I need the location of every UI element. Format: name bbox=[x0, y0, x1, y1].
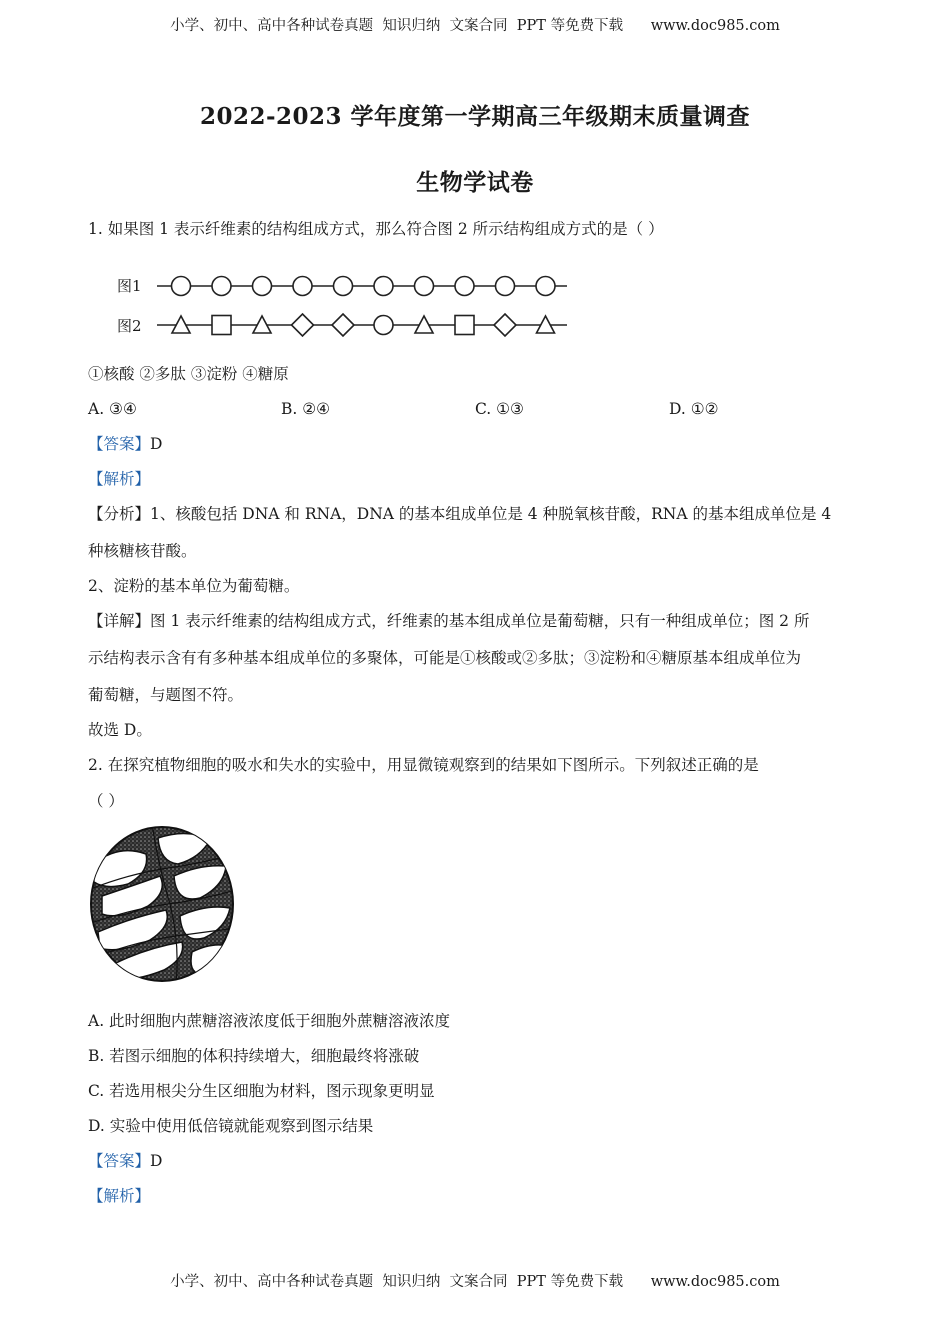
monomer-circle bbox=[496, 277, 515, 296]
exam-subtitle: 生物学试卷 bbox=[416, 169, 534, 196]
monomer-diamond bbox=[494, 314, 516, 336]
analysis-tag: 【解析】 bbox=[88, 470, 151, 488]
q1-option-d: D. ①② bbox=[669, 400, 719, 418]
q1-fenxi-line-3: 2、淀粉的基本单位为葡萄糖。 bbox=[88, 577, 300, 595]
q2-stem-line-2: （ ） bbox=[88, 792, 124, 810]
page-header: 小学、初中、高中各种试卷真题 知识归纳 文案合同 PPT 等免费下载 www.doc985.com bbox=[170, 18, 780, 34]
fenxi-tag: 【分析】 bbox=[88, 505, 151, 523]
monomer-circle bbox=[536, 277, 555, 296]
q2-option-a: A. 此时细胞内蔗糖溶液浓度低于细胞外蔗糖溶液浓度 bbox=[88, 1012, 451, 1030]
answer-value: D bbox=[150, 1152, 163, 1170]
xiangjie-tag: 【详解】 bbox=[88, 612, 151, 630]
monomer-circle bbox=[212, 277, 231, 296]
q1-xiangjie-line-3: 葡萄糖，与题图不符。 bbox=[88, 686, 244, 704]
fig1-label: 图1 bbox=[117, 277, 142, 295]
monomer-circle bbox=[455, 277, 474, 296]
monomer-circle bbox=[374, 277, 393, 296]
q1-option-a: A. ③④ bbox=[88, 400, 137, 418]
answer-tag: 【答案】 bbox=[88, 435, 151, 453]
page-footer: 小学、初中、高中各种试卷真题 知识归纳 文案合同 PPT 等免费下载 www.doc985.com bbox=[170, 1274, 780, 1290]
q1-xiangjie-line-2: 示结构表示含有有多种基本组成单位的多聚体，可能是①核酸或②多肽；③淀粉和④糖原基本组成单位为 bbox=[88, 649, 802, 667]
fig1-chain bbox=[155, 273, 575, 299]
q1-conclusion: 故选 D。 bbox=[88, 721, 152, 739]
q1-items: ①核酸 ②多肽 ③淀粉 ④糖原 bbox=[88, 365, 289, 383]
answer-tag: 【答案】 bbox=[88, 1152, 151, 1170]
q1-answer bbox=[88, 434, 868, 454]
q1-option-b: B. ②④ bbox=[281, 400, 331, 418]
q1-xiangjie-line-1 bbox=[88, 611, 868, 631]
q2-option-b: B. 若图示细胞的体积持续增大，细胞最终将涨破 bbox=[88, 1047, 420, 1065]
monomer-square bbox=[212, 316, 231, 335]
monomer-circle bbox=[172, 277, 191, 296]
monomer-square bbox=[455, 316, 474, 335]
xiangjie-text: 图 1 表示纤维素的结构组成方式，纤维素的基本组成单位是葡萄糖，只有一种组成单位；图 2 所 bbox=[150, 612, 810, 630]
monomer-circle bbox=[334, 277, 353, 296]
fig2-chain bbox=[155, 312, 575, 338]
q1-fenxi-line-1 bbox=[88, 504, 868, 524]
monomer-circle bbox=[374, 316, 393, 335]
answer-value: D bbox=[150, 435, 163, 453]
q2-option-c: C. 若选用根尖分生区细胞为材料，图示现象更明显 bbox=[88, 1082, 435, 1100]
exam-title: 2022-2023 学年度第一学期高三年级期末质量调查 bbox=[199, 103, 751, 130]
q1-analysis-heading bbox=[88, 469, 868, 489]
monomer-circle bbox=[293, 277, 312, 296]
monomer-circle bbox=[253, 277, 272, 296]
q2-analysis-heading bbox=[88, 1186, 868, 1206]
monomer-circle bbox=[415, 277, 434, 296]
q1-stem: 1. 如果图 1 表示纤维素的结构组成方式，那么符合图 2 所示结构组成方式的是（ ） bbox=[88, 220, 664, 238]
q1-option-c: C. ①③ bbox=[475, 400, 524, 418]
q2-option-d: D. 实验中使用低倍镜就能观察到图示结果 bbox=[88, 1117, 374, 1135]
fig2-label: 图2 bbox=[117, 317, 142, 335]
q1-fenxi-line-2: 种核糖核苷酸。 bbox=[88, 542, 197, 560]
analysis-tag: 【解析】 bbox=[88, 1187, 151, 1205]
q2-stem-line-1: 2. 在探究植物细胞的吸水和失水的实验中，用显微镜观察到的结果如下图所示。下列叙述正确的是 bbox=[88, 756, 759, 774]
monomer-diamond bbox=[332, 314, 354, 336]
micrograph-image bbox=[88, 824, 236, 984]
monomer-diamond bbox=[292, 314, 314, 336]
q2-answer bbox=[88, 1151, 868, 1171]
fenxi-text: 1、核酸包括 DNA 和 RNA，DNA 的基本组成单位是 4 种脱氧核苷酸，RNA 的基本组成单位是 4 bbox=[150, 505, 832, 523]
